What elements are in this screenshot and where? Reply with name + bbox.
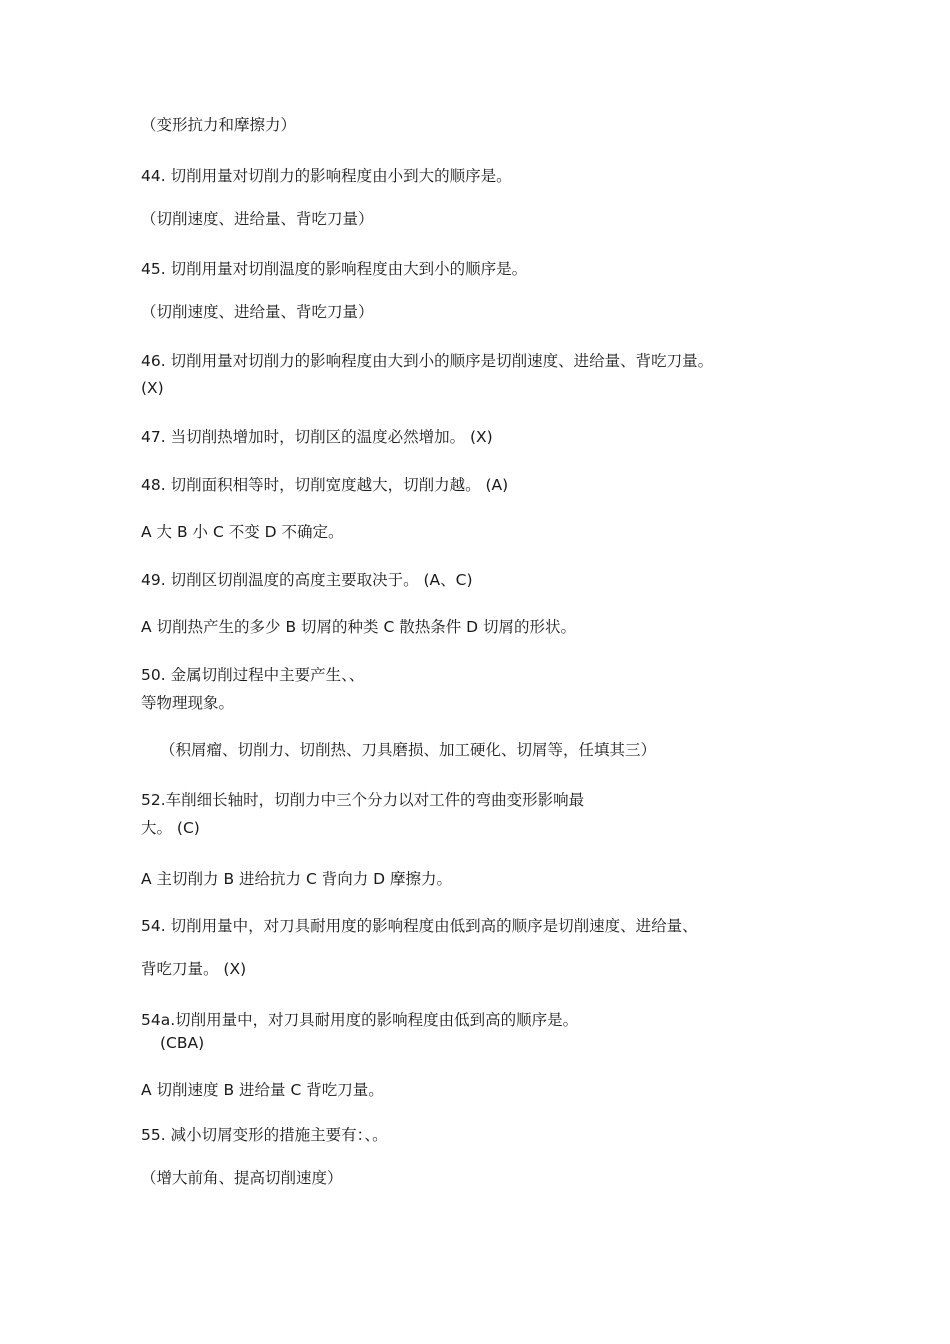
question-48: 48. 切削面积相等时，切削宽度越大，切削力越。 (A) xyxy=(141,476,509,494)
answer-46: (X) xyxy=(141,379,164,397)
question-54-cont: 背吃刀量。 (X) xyxy=(141,960,247,978)
options-52: A 主切削力 B 进给抗力 C 背向力 D 摩擦力。 xyxy=(141,870,452,888)
answer-55: （增大前角、提高切削速度） xyxy=(141,1169,343,1187)
question-50-cont: 等物理现象。 xyxy=(141,694,235,712)
answer-line: （变形抗力和摩擦力） xyxy=(141,116,297,134)
question-45: 45. 切削用量对切削温度的影响程度由大到小的顺序是。 xyxy=(141,260,528,278)
question-52: 52.车削细长轴时，切削力中三个分力以对工件的弯曲变形影响最 xyxy=(141,791,585,809)
answer-54a: (CBA) xyxy=(160,1034,205,1052)
answer-50: （积屑瘤、切削力、切削热、刀具磨损、加工硬化、切屑等，任填其三） xyxy=(160,741,657,759)
answer-45: （切削速度、进给量、背吃刀量） xyxy=(141,303,374,321)
question-50: 50. 金属切削过程中主要产生、、 xyxy=(141,666,365,684)
question-54a: 54a.切削用量中，对刀具耐用度的影响程度由低到高的顺序是。 xyxy=(141,1011,579,1029)
options-49: A 切削热产生的多少 B 切屑的种类 C 散热条件 D 切屑的形状。 xyxy=(141,618,576,636)
question-52-cont: 大。 (C) xyxy=(141,819,200,837)
question-54: 54. 切削用量中，对刀具耐用度的影响程度由低到高的顺序是切削速度、进给量、 xyxy=(141,917,698,935)
answer-44: （切削速度、进给量、背吃刀量） xyxy=(141,210,374,228)
options-48: A 大 B 小 C 不变 D 不确定。 xyxy=(141,523,344,541)
options-54a: A 切削速度 B 进给量 C 背吃刀量。 xyxy=(141,1081,384,1099)
question-55: 55. 减小切屑变形的措施主要有：、。 xyxy=(141,1126,388,1144)
question-47: 47. 当切削热增加时，切削区的温度必然增加。 (X) xyxy=(141,428,493,446)
question-46: 46. 切削用量对切削力的影响程度由大到小的顺序是切削速度、进给量、背吃刀量。 xyxy=(141,352,714,370)
question-44: 44. 切削用量对切削力的影响程度由小到大的顺序是。 xyxy=(141,167,512,185)
question-49: 49. 切削区切削温度的高度主要取决于。 (A、C) xyxy=(141,571,473,589)
